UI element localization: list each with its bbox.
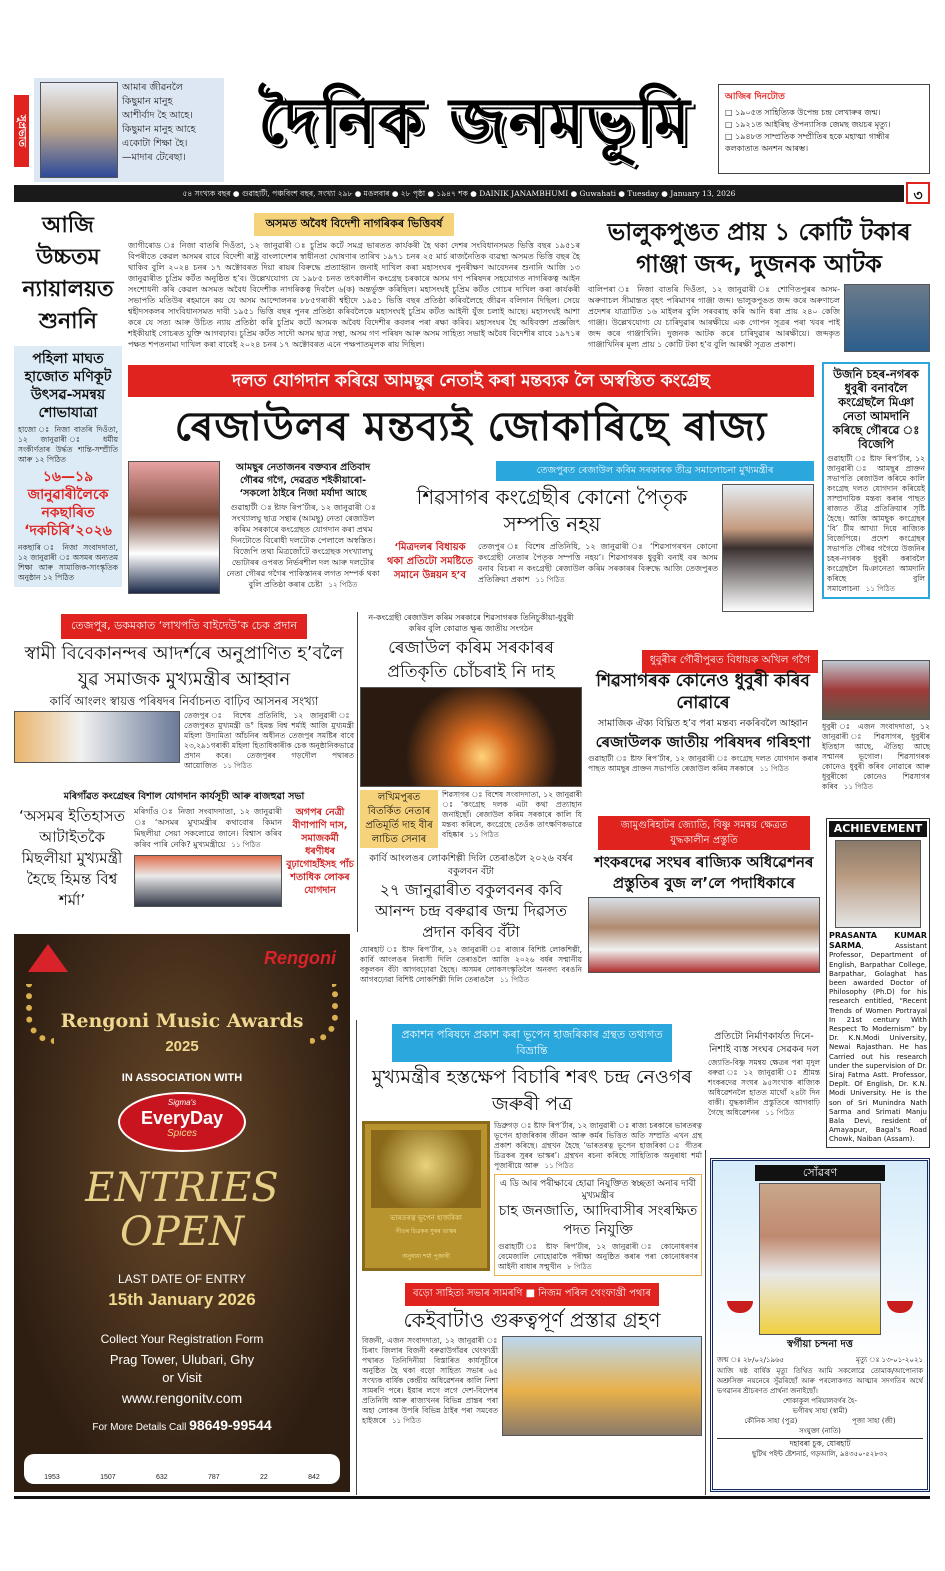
adr-kicker: এ ডি আৰ পৰীক্ষাৰে হোৱা নিযুক্তিত স্বচ্ছতা অনাৰ দাবী মুখ্যমন্ত্ৰীৰ [499,1179,697,1201]
bhupen-portrait [371,1130,481,1208]
ad-title: Rengoni Music Awards [60,1010,304,1032]
effigy-story [360,612,582,985]
everyday-logo: Sigma's EveryDay Spices [118,1092,246,1152]
channel-strip: 1953 1507 632 787 22 842 [24,1454,340,1484]
bakul-headline: ২৭ জানুৱাৰীত বকুলবনৰ কবি আনন্দ চন্দ্ৰ বৰুৱাৰ জন্ম দিৱসত প্ৰদান কৰিব বঁটা [374,881,568,941]
column-divider [705,1150,706,1495]
karbi-seats-subhead: কাৰ্বি আংলং স্বায়ত্ত পৰিষদৰ নিৰ্বাচনত বাঢ়িব আসনৰ সংখ্যা [49,694,319,708]
page-number: ৩ [906,182,930,204]
today-title: আজিৰ দিনটোত [725,92,785,102]
adr-continued: ৮ পিঠিত [567,1263,592,1271]
bodo-headline: কেইবাটাও গুৰুত্বপূৰ্ণ প্ৰস্তাৱ গ্ৰহণ [403,1308,661,1332]
dhubri-kicker: সামাজিক ঐক্য বিঘ্নিত হ’ব পৰা মন্তব্য নকৰিবলৈ আহ্বান [598,718,808,729]
laurel-right-icon [310,984,338,1044]
upper-assam-headline: উজনি চহৰ-নগৰক ধুবুৰী বনাবলৈ কংগ্ৰেছলৈ মিঞা নেতা আমদানি কৰিছে গৌৰৱে ঃ বিজেপি [832,367,920,451]
obit-addr2: ছুটিথ পইন্ট ষ্টেশনাৰ্চ, গড়আলি, ৯৪৩৫০-৫২৮৩২ [752,1450,888,1458]
cm-photo [722,484,814,612]
sankardev-label: জামুগুৰিহাটৰ জ্যোতি, বিষ্ণু সমন্বয় ক্ষেত্ৰত যুদ্ধকালীন প্ৰস্তুতি [598,816,810,850]
achievement-box [826,818,930,1148]
effigy-body: শিৱসাগৰ ঃ বিশেষ সংবাদদাতা, ১২ জানুৱাৰী ঃ ‘কংগ্ৰেছ দলক এটা কথা প্ৰত্যাহান জনাইছোঁ। ৰেজাউল কৰিম সৰকাৰে কালি যি মন্তব্য কৰিলে, কংগ্ৰেছে তেওঁক তাৎক্ষণিকভাৱে বহিষ্কাৰ ১১ পিঠিত [442,790,582,839]
alliance-quote: ‘মিত্ৰদলৰ বিধায়ক থকা প্ৰতিটো সমষ্টিতে সমানে উন্নয়ন হ’ব [386,542,474,581]
dhubri-rally-photo [822,660,930,720]
sivasagar-body: তেজপুৰ ঃ বিশেষ প্ৰতিনিধি, ১২ জানুৱাৰী ঃ ‘শিৱসাগৰখন কোনো কংগ্ৰেছী নেতাৰ পৈতৃক সম্পত্তি নহয়’। শিৱসাগৰক ধুবুৰী বনাই বৰ অসম বনাব বিচৰা ন কংগ্ৰেছী ৰেজাউল কৰিম সৰকাৰৰ বিৰুদ্ধে আজি তেজপুৰত প্ৰতিক্ৰিয়া প্ৰকাশ ১১ পিঠিত [478,542,718,584]
ganja-photo [844,284,930,352]
left-column [14,210,122,587]
dhubri-label: ধুবুৰীৰ গৌৰীপুৰত বিধায়ক অখিল গগৈ [642,650,818,673]
obit-text: আজি ষষ্ঠ বাৰ্ষিক মৃত্যু তিথিত আমি সকলোৱে তোমাক/আপোনাক অশ্ৰুসিক্ত নয়নেৰে সুঁৱৰিছোঁ আৰু পৰলোকগত আত্মাৰ সদগতিৰ অৰ্থে ভগৱানৰ শ্ৰীচৰণত প্ৰাৰ্থনা জনাইছোঁ। [717,1367,923,1395]
lead-banner: দলত যোগদান কৰিয়ে আমছুৰ নেতাই কৰা মন্তব্যক লৈ অস্বস্তিত কংগ্ৰেছ [128,365,814,397]
lakhimpur-box: লখিমপুৰত বিতৰ্কিত নেতাৰ প্ৰতিমূৰ্তি দাহ বীৰ লাচিত সেনাৰ [360,790,438,848]
sankardev-headline: শংকৰদেৱ সংঘৰ ৰাজ্যিক অধিৱেশনৰ প্ৰস্তুতিৰ বুজ ল’লে পদাধিকাৰে [594,853,814,892]
dakchiri-body: নকছাৰি ঃ নিজা সংবাদদাতা, ১২ জানুৱাৰী ঃ অসমৰ অন্যতম শিক্ষা আৰু সামাজিক-সাংস্কৃতিক অনুষ্ঠান ১২ পিঠিত [18,543,118,582]
obit-name: স্বৰ্গীয়া চন্দনা দত্ত [787,1339,853,1350]
lead-story [128,365,814,612]
bhupen-body: ডিব্ৰুগড় ঃ ষ্টাফ ৰিপ’ৰ্টাৰ, ১২ জানুৱাৰী ঃ ৰাজ্য চৰকাৰে ভাৰতৰত্ন ভূপেন হাজৰিকাৰ জীৱন আৰু কৰ্মৰ ভিত্তিত অতি সম্প্ৰতি এখন গ্ৰন্থ প্ৰকাশ কৰিছে। গ্ৰন্থখন হৈছে ‘ভাৰতৰত্ন ভূপেন হাজৰিকা ঃ গীতৰ চিত্ৰকৰ সুৰৰ ভাস্কৰ’। গ্ৰন্থখন ৰচনা কৰিছে সাহিত্যিক অনুৰাধা শৰ্মা পূজাৰীয়ে আৰু ১১ পিঠিত [494,1121,702,1170]
upper-assam-continued: ১১ পিঠিত [865,585,895,593]
ad-collect: Collect Your Registration Form [100,1332,264,1346]
hajo-headline: পহিলা মাঘত হাজোত মণিকূট উৎসৱ-সমন্বয় শোভাযাত্ৰা [24,351,112,421]
joining-red-text: অগপৰ নেত্ৰী বীণাপাণি দাস, সমাজকৰ্মী ধৰণীধৰ বুঢ়াগোহাঁইসহ পাঁচ শতাধিক লোকৰ যোগদান [286,807,354,896]
sc-hearing-headline: আজি উচ্চতম ন্যায়ালয়ত শুনানি [22,213,114,334]
bakul-kicker: কাৰ্বি আংলঙৰ লোকশিল্পী দিলি তেৰাঙলৈ ২০২৬ বৰ্ষৰ বকুলবন বঁটা [369,853,573,877]
column-divider [356,1020,357,1495]
ad-call: For More Details Call 98649-99544 [92,1417,272,1433]
bhupen-book-cover [362,1121,490,1271]
book-subtitle: গীতৰ চিত্ৰকৰ সুৰৰ ভাস্কৰ [395,1228,457,1235]
effigy-headline: ৰেজাউল কৰিম সৰকাৰৰ প্ৰতিকৃতি চোঁচৰাই নি দাহ [387,638,555,682]
obit-addr1: দহাবৰা চুক, যোৰহাট [717,1438,923,1449]
upper-assam-box [822,362,930,599]
hajo-box [14,346,122,587]
upper-assam-body: গুৱাহাটী ঃ ষ্টাফ ৰিপ’ৰ্টাৰ, ১২ জানুৱাৰী ঃ আমছুৰ প্ৰাক্তন সভাপতি ৰেজাউল কৰিমে কালি কংগ্ৰেছ দলত যোগদান কৰিয়েই সাম্প্ৰদায়িক মন্তব্য কৰাৰ পাছত ৰাজ্যত তীব্ৰ প্ৰতিক্ৰিয়াৰ সৃষ্টি হৈছে। আজি আমছুক কংগ্ৰেছৰ ‘বি’ টীম আখ্যা দিয়ে ৰাজ্যিক বিজেপিয়ে। প্ৰদেশ কংগ্ৰেছৰ সভাপতি গৌৰৱ গগৈয়ে উজনিৰ চহৰ-নগৰক ধুবুৰী কৰাবলৈ কংগ্ৰেছলৈ মিঞানেতা আমদানি কৰিছে বুলি সমালোচনা ১১ পিঠিত [827,454,925,593]
achievement-title: ACHIEVEMENT [829,821,927,837]
suprovat-tab: সুপ্ৰভাত [14,95,29,167]
ad-entries: ENTRIES [85,1165,279,1211]
quote-text: আমাৰ জীৱনলৈ কিছুমান মানুহ আশীৰ্বাদ হৈ আহে। কিছুমান মানুহ আহে একোটা শিক্ষা হৈ। —মাদাৰ টেৰেছা। [122,82,196,163]
mariani-label: মৰিগাঁৱত কংগ্ৰেছৰ বিশাল যোগদান কাৰ্যসূচী আৰু ৰাজহুৱা সভা [63,791,305,802]
mariani-continued: ১১ পিঠিত [231,841,261,849]
adr-box [494,1174,702,1276]
mother-teresa-photo [40,82,118,178]
sankardev-continued: ১১ পিঠিত [765,1109,795,1117]
liar-cm-headline: ‘অসমৰ ইতিহাসত আটাইতকৈ মিছলীয়া মুখ্যমন্ত্ৰী হৈছে হিমন্ত বিশ্ব শৰ্মা’ [19,807,125,909]
tezpur-body: তেজপুৰ ঃ বিশেষ প্ৰতিনিধি, ১২ জানুৱাৰী ঃ তেজপুৰত মুখ্যমন্ত্ৰী ড° হিমন্ত বিশ্ব শৰ্মাই আজি মুখ্যমন্ত্ৰী মহিলা উদ্যমিতা আঁচনিৰ অধীনত তেজপুৰ সমষ্টিৰ বাবে ২৩,২৯১গৰাকী মহিলা হিতাধিকাৰীক চেক অনুষ্ঠানিকভাৱে প্ৰদান কৰে। তেজপুৰৰ গড়দৌল পথাৰত আয়োজিত ১১ পিঠিত [184,711,354,770]
bodo-label: বড়ো সাহিত্য সভাৰ সামৰণি ■ নিজম পৰিল থেংফাখ্ৰী পথাৰ [405,1283,659,1306]
obit-birth: জন্ম ঃ ২৮/০২/১৯৬৫ [717,1356,785,1364]
sivasagar-headline: শিৱসাগৰ কংগ্ৰেছীৰ কোনো পৈতৃক সম্পত্তি নহয় [416,485,688,536]
sankardev-body: জ্যোতি-বিষ্ণু সমন্বয় ক্ষেত্ৰৰ পৰা মৃদুল বৰুৱা ঃ ১২ জানুৱাৰী ঃ শ্ৰীমন্ত শংকৰদেৱ সংঘৰ ৯৫সংখ্যক ৰাজ্যিক অধিৱেশনলৈ হাতত মাথোঁ ২৪টা দিন বাকী। যুদ্ধকালীন প্ৰস্তুতিৰে আগবাঢ়ি গৈছে অধিৱেশনৰ ১১ পিঠিত [708,1058,820,1117]
lead-continued: ১২ পিঠিত [328,581,358,589]
today-list: □ ১৯০৫ত সাহিত্যিক উপেন্দ্ৰ চন্দ্ৰ লেখাৰুৰ জন্ম। □ ১৯২১ত আইৰিছ ঔপন্যাসিক জেমছ জয়চৰ মৃত্যু। □ ১৯৪৮ত সাম্প্ৰতিক সম্প্ৰীতিৰ হকে মহাত্মা গান্ধীৰ কলকাতাত অনশন আৰম্ভ। [725,108,891,153]
dhubri-continued: ১১ পিঠিত [843,783,873,791]
ganja-story [588,216,930,352]
book-author: অনুৰাধা শৰ্মা পূজাৰী [402,1253,450,1260]
mariani-body: মৰিগাঁও ঃ নিজা সংবাদদাতা, ১২ জানুৱাৰী ঃ ‘অসমৰ মুখ্যমন্ত্ৰীৰ কথাবোৰ কিমান মিছলীয়া সেয়া সকলোৱে জানে। বিশ্বাস কৰিব কৰিব পাৰি নেকি? মুখ্যমন্ত্ৰীয়ে ১১ পিঠিত [134,807,282,849]
adr-headline: চাহ জনজাতি, আদিবাসীৰ সংৰক্ষিত পদত নিযুক্তি [498,1203,698,1238]
obit-daughter: পূজা সাহা (জী) [852,1417,896,1425]
prasanta-photo [835,840,921,928]
obit-from: শোকাকুল পৰিয়ালবৰ্গৰ হৈ- [782,1397,858,1405]
ad-or-visit: or Visit [162,1370,202,1385]
rengoni-logo: Rengoni [264,948,336,968]
sankardev-side [708,1030,820,1118]
condemn-body: গুৱাহাটী ঃ ষ্টাফ ৰিপ’ৰ্টাৰ, ১২ জানুৱাৰী ঃ কংগ্ৰেছ দলত যোগদান কৰাৰ পাছত আমছুৰ প্ৰাক্তন সভাপতি ৰেজাউল কৰিম সৰকাৰে ১১ পিঠিত [588,754,818,773]
sankardev-photo [588,897,820,973]
obit-husband: ভগীৰথ সাহা (স্বামী) [792,1407,848,1415]
ad-open: OPEN [120,1209,244,1255]
lead-headline: ৰেজাউলৰ মন্তব্যই জোকাৰিছে ৰাজ্য [174,404,768,450]
obit-photo [759,1183,881,1335]
ganja-body: বালিপৰা ঃ নিজা বাতৰি দিওঁতা, ১২ জানুৱাৰী ঃ শোণিতপুৰৰ অসম-অৰুণাচল সীমান্তত বৃহৎ পৰিমাণৰ গাঞ্জা জব্দ। ভালুকপুঙত জব্দ কৰে অৰুণাচল প্ৰদেশৰ যাত্ৰাটিত ১৬ মাইলৰ বুলি সৰবৰাহ কৰি আনি ধৰা প্ৰায় ২৪০ কেজি গাঞ্জা। উল্লেখযোগ্য যে চাৰিদুৱাৰ আৰক্ষীয়ে এক গোপন সূত্ৰৰ পৰা খবৰ পাই জব্দ কৰে গাঞ্জাখিনি। দুজনক আটক কৰে চাৰিদুৱাৰ আৰক্ষীয়ে। জব্দকৃত গাঞ্জাখিনিৰ মূল্য প্ৰায় ১ কোটি টকা হ’ব বুলি আৰক্ষী সূত্ৰত প্ৰকাশ। [588,285,840,349]
footer-rule [14,1496,930,1499]
bodo-women-photo [502,1336,702,1436]
lead-subhead: আমছুৰ নেতাজনৰ বক্তব্যৰ প্ৰতিবাদ গৌৰৱ গগৈ, দেৱব্ৰত শইকীয়াৰো- ‘সকলো ঠাইৰে নিজা মৰ্যাদা আছে [235,462,371,499]
ad-last-date-label: LAST DATE OF ENTRY [117,1272,247,1286]
rezaul-photo [128,461,220,594]
date-strip: ৫৪ সংখ্যক বছৰ ● গুৱাহাটী, পঞ্চবিংশ বছৰ, সংখ্যা ২৯৮ ● মঙলবাৰ ● ২৮ পৃষ্ঠা ● ১৯৪৭ শক ● DAINIK JANAMBHUMI ● Guwahati ● Tuesday ● January 13, 2026 [14,185,904,202]
dhubri-body: ধুবুৰী ঃ এজন সংবাদদাতা, ১২ জানুৱাৰী ঃ শিৱসাগৰ, ধুবুৰীৰ ইতিহাস আছে, ঐতিহ্য আছে সন্মানৰ ভূগোল। শিৱসাগৰক কোনেও ধুবুৰী কৰিব নোৱাৰে আৰু ধুবুৰীকো কোনেও শিৱসাগৰ কৰিব ১১ পিঠিত [822,722,930,791]
bodo-continued: ১১ পিঠিত [391,1417,422,1425]
cm-criticism-label: তেজপুৰত ৰেজাউল কৰিম সৰকাৰক তীব্ৰ সমালোচনা মুখ্যমন্ত্ৰীৰ [496,461,814,481]
tezpur-continued: ১১ পিঠিত [222,762,252,770]
achievement-text: PRASANTA KUMAR SARMA, Assistant Professor, Department of English, Barpathar College, Barpathar, Golaghat has been awarded Doctor of Philosophy (Ph.D) for his research entitled, “Recent Trends of Women Portrayal In 21st century With Respect To Modernism” by Dr. K.N.Modi University, Newai Rajasthan. He has Carried out his research under the supervision of Dr. Siraj Fatma Astt. Professor, Deplt. Of English, Dr. K.N. Modi University. He is the son of Sri Munindra Nath Sarma and Srimati Manju Bala Devi, resident of Amayapur, Bagal's Road Chowk, Naiban (Assam). [829,931,927,1144]
bodo-body: বিজনী, এজন সংবাদদাতা, ১২ জানুৱাৰী ঃ চিৰাং জিলাৰ বিজনী বৰুৱাউগাঁৱৰ থেংফাখ্ৰী পথাৰত তিনিদিনীয়া বিস্তাৰিত কাৰ্যসূচীৰে অনুষ্ঠিত হৈ থকা বড়ো সাহিত্য সভাৰ ৬৫ সংখ্যক বাৰ্ষিক কেন্দ্ৰীয় অধিৱেশনৰ কালি নিশা সামৰণি পৰে। ইয়াৰ লগে লগে দেশ-বিদেশৰ প্ৰতিনিধি আৰু ৰাজ্যখনৰ বিভিন্ন প্ৰান্তৰ পৰা অহা লোকৰ উপৰি বিভিন্ন ঠাইৰ পৰা সমবেত হাইজৰে ১১ পিঠিত [362,1336,498,1425]
sankardev-story [588,816,820,973]
ganja-headline: ভালুকপুঙত প্ৰায় ১ কোটি টকাৰ গাঞ্জা জব্দ, দুজনক আটক [607,218,911,278]
obit-son: কৌনিক সাহা (পুত্ৰ) [744,1417,798,1425]
ad-last-date: 15th January 2026 [108,1290,256,1309]
bakul-continued: ১১ পিঠিত [499,976,529,984]
mariani-photo [134,855,282,907]
vivekananda-headline: স্বামী বিবেকানন্দৰ আদৰ্শৰে অনুপ্ৰাণিত হ’বলৈ যুৱ সমাজক মুখ্যমন্ত্ৰীৰ আহ্বান [24,643,344,690]
lamp-left-icon [727,1301,753,1313]
ad-assoc: IN ASSOCIATION WITH [121,1072,243,1084]
dhubri-headline: শিৱসাগৰক কোনেও ধুবুৰী কৰিব নোৱাৰে [596,671,810,713]
bhupen-continued: ১১ পিঠিত [544,1162,574,1170]
condemn-headline: ৰেজাউলক জাতীয় পৰিষদৰ গৰিহণা [595,733,811,751]
tezpur-story [14,614,354,771]
sivasagar-continued: ১১ পিঠিত [535,576,565,584]
column-divider [357,612,358,932]
condemn-continued: ১১ পিঠিত [759,765,789,773]
today-box [718,84,930,174]
illegal-foreigners-label: অসমত অবৈধ বিদেশী নাগৰিকৰ ভিত্তিবৰ্ষ [254,213,455,236]
foreigners-story [128,212,580,350]
mariani-story [14,790,354,911]
dakchiri-headline: ১৬—১৯ জানুৱাৰীলৈকে নকছাৰিত ‘দকচিৰি’২০২৬ [24,469,112,539]
quote-box [34,78,224,182]
obit-title: সোঁৱৰণ [755,1165,885,1181]
ad-address: Prag Tower, Ulubari, Ghy [109,1352,255,1367]
effigy-fire-photo [360,687,582,787]
obituary-box [710,1158,930,1492]
tezpur-label: তেজপুৰ, ডকমকাত ‘লাখপতি বাইদেউ’ক চেক প্ৰদান [61,614,307,639]
ad-url[interactable]: www.rengonitv.com [121,1390,243,1406]
bhupen-story [362,1024,702,1436]
sankardev-subhead: প্ৰতিটো নিৰ্মাণকাৰ্যত দিনে-নিশাই ব্যস্ত সংঘৰ সেৱকৰ দল [709,1031,819,1055]
aa-logo-icon [28,944,68,972]
obit-grand: সংযুক্তা (নাতি) [799,1427,841,1435]
masthead: দৈনিক জনমভূমি [258,85,692,159]
cheque-photo [14,711,180,763]
laurel-left-icon [26,984,54,1044]
neog-letter-headline: মুখ্যমন্ত্ৰীৰ হস্তক্ষেপ বিচাৰি শৰৎ চন্দ্ৰ নেওগৰ জৰুৰী পত্ৰ [372,1066,692,1115]
ad-year: 2025 [165,1038,199,1055]
book-title: ভাৰতৰত্ন ভূপেন হাজৰিকা [390,1214,462,1222]
dhubri-side [822,660,930,792]
bakul-body: যোৰহাট ঃ ষ্টাফ ৰিপ’ৰ্টাৰ, ১২ জানুৱাৰী ঃ ৰাজ্যৰ বিশিষ্ট লোকশিল্পী, কাৰ্বি আংলঙৰ নিবাসী দিলি তেৰাঙলৈ আজি ২০২৬ বৰ্ষৰ সন্মানীয় বকুলবন বঁটা আগবঢ়োৱা হৈছে। অসমৰ লোকসংস্কৃতিলৈ অনবদ্য বৰঙনি আগবঢ়োৱা বিশিষ্ট লোকশিল্পী দিলি তেৰাঙলৈ ১১ পিঠিত [360,945,582,984]
lead-body: গুৱাহাটী ঃ ষ্টাফ ৰিপ’ৰ্টাৰ, ১২ জানুৱাৰী ঃ সংখ্যালঘু ছাত্ৰ সন্থাৰ (আমছু) নেতা ৰেজাউল কৰিম সৰকাৰে কংগ্ৰেছত যোগদান কৰা প্ৰথম দিনটোতে বিৰোধী দলটোক পেলালে অস্বস্তিত। বিজেপি তথা মিত্ৰজোঁটে কংগ্ৰেছক সংখ্যালঘু ভোটাৰৰ ওপৰত নিৰ্ভৰশীল দল আৰু দলটোৰ নেতা গৌৰৱ গগৈৰ পাকিস্তানৰ লগত সম্পৰ্ক থকা বুলি প্ৰতিষ্ঠা কৰাৰ চেষ্টা ১২ পিঠিত [226,503,380,589]
dhubri-main [588,670,818,774]
effigy-kicker: ন-কংগ্ৰেছী ৰেজাউল কৰিম সৰকাৰে শিৱসাগৰক তিনিচুকীয়া-ধুবুৰী কৰিব বুলি কোৱাত ক্ষুব্ধ জাতীয় সংগঠন [368,613,574,633]
bhupen-label: প্ৰকাশন পৰিষদে প্ৰকাশ কৰা ভূপেন হাজৰিকাৰ গ্ৰন্থত তথ্যগত বিভ্ৰান্তি [392,1024,672,1062]
hajo-body: হাজো ঃ নিজা বাতৰি দিওঁতা, ১২ জানুৱাৰী ঃ ধৰ্মীয় সংকীৰ্ণতাৰ উৰ্দ্ধত শান্তি-সম্প্ৰীতি আৰু ১২ পিঠিত [18,425,118,464]
obit-death: মৃত্যু ঃ ১৩-০১-২০২১ [855,1356,923,1364]
rengoni-ad [14,934,350,1492]
lamp-right-icon [887,1301,913,1313]
illegal-foreigners-body: জাগীৰোড ঃ নিজা বাতৰি দিওঁতা, ১২ জানুৱাৰী ঃ চুপ্ৰিম কৰ্টে সমগ্ৰ ভাৰতত কাৰ্যকৰী হৈ থকা দেশৰ সংবিধানসমত ভিত্তি বছৰ ১৯৫১ৰ বিপৰীতে কেৱল অসমৰ বাবে বিদেশী ৰাষ্ট্ৰ বাংলাদেশৰ স্বাধীনতা ঘোষণাৰ তাৰিখ ১৯৭১ চনৰ ২৫ মাৰ্চ ৰাজনৈতিক ব্যৱস্থা অসমত ভিত্তি বছৰ হৈ থাকিব বুলি ২০২৪ চনৰ ১৭ অক্টোবৰত দিয়া ৰায়ৰ বিৰুদ্ধে প্ৰত্যাহ্বান জনাই দাখিল কৰা মহাসংঘৰ পুনৰীক্ষণ আবেদনৰ শুনানি আজি ১৩ জানুৱাৰীত চুপ্ৰিম কৰ্টত অনুষ্ঠিত হ’ব। উল্লেখযোগ্য যে ১৯৮৫ চনত তৎকালীন কংগ্ৰেছ চৰকাৰে অসম গণ পৰিষদৰ সহযোগত নাগৰিকত্ব আইন সংশোধনী কৰি কেৱল অসমত অবৈধ বিদেশীক নাগৰিকত্ব দিবলৈ ৬(ক) অন্তৰ্ভুক্ত কৰিছিল। মহাসংঘই চুপ্ৰিম কৰ্টত গোচৰ দাখিল কৰা কাৰ্যকৰী সভাপতি মতিউৰ ৰহমানে কয় যে অসম আন্দোলনৰ ৮৮৫গৰাকী শ্বহীদে ১৯৫১ ভিত্তি বছৰ প্ৰতিষ্ঠা কৰিবলৈহে জীৱন বলিদান দিছিল। সেয়ে শ্বহীদসকলৰ সাংবিধানসমত দাবী ১৯৫১ ভিত্তি বছৰ পুনৰ প্ৰতিষ্ঠা কৰিবলৈকে মহাসংঘই চুপ্ৰিম কৰ্টত আইনী যুঁজ চলাই আছে। মহাসংঘই আশা কৰে যে সত্য আৰু উচিত ন্যায় প্ৰতিষ্ঠা কৰি চুপ্ৰিম কৰ্টে অসমক অবৈধ বিদেশীৰ কবলৰ পৰা ৰক্ষা কৰিব। মহাসংঘৰ হৈ অধিবক্তা প্ৰজ্ঞজিৎ শইকীয়াই গোচৰত যুক্তি আগবঢ়াব। চুপ্ৰিম কৰ্টত সাদৌ অসম ছাত্ৰ সন্থা, অসম গণ পৰিষদ আৰু অসম সাহিত্য সভাই অবৈধ বিদেশীৰ বাবে ১৯৭১ৰ পক্ষত শপতনামা দাখিল কৰা বাবেই ২০২৪ চনৰ ১৭ অক্টোবৰত এনে পক্ষপাতমূলক ৰায় দিছিল। [128,241,580,349]
effigy-continued: ১১ পিঠিত [469,831,499,839]
adr-body: গুৱাহাটী ঃ ষ্টাফ ৰিপ’ৰ্টাৰ, ১২ জানুৱাৰী ঃ কোনোধৰণৰ বেমেজালি নোহোৱাকৈ পৰীক্ষা অনুষ্ঠিত কৰাৰ পৰা কোনোধৰণৰ আইনী বাধাৰ সন্মুখীন ৮ পিঠিত [498,1242,698,1271]
